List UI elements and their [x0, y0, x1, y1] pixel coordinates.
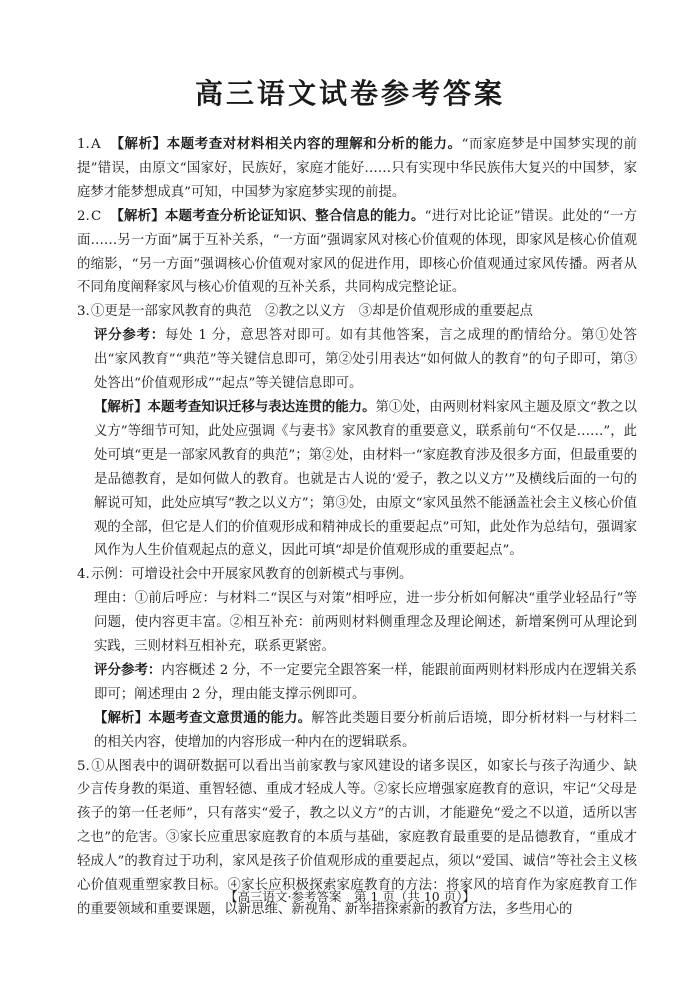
- page-title: 高三语文试卷参考答案: [194, 77, 505, 110]
- analysis-lead: 本题考查分析论证知识、整合信息的能力。: [164, 208, 425, 224]
- score-reference-4: [77, 659, 637, 707]
- answer-item-3: [77, 300, 637, 324]
- analysis-4: [77, 707, 637, 755]
- item-answer: C: [91, 208, 102, 224]
- analysis-lead: 本题考查文意贯通的能力。: [148, 710, 312, 726]
- reason-4: 理由：①前后呼应：与材料二“误区与对策”相呼应，进一步分析如何解决“重学业轻品行”等问题，使内容更丰富。②相互补充：前两则材料侧重理念及理论阐述，新增案例可从理论到实践，三则材料互相补充，联系更紧密。: [94, 591, 637, 655]
- item-number: 5.: [77, 758, 90, 774]
- analysis-lead: 本题考查知识迁移与表达连贯的能力。: [147, 399, 376, 415]
- analysis-body: 解答此类题目要分析前后语境，即分析材料一与材料二的相关内容，使增加的内容形成一种内在的逻辑联系。: [94, 710, 638, 750]
- score-text: 每处 1 分，意思答对即可。如有其他答案，言之成理的酌情给分。第①处答出“家风教育”“典范”等关键信息即可，第②处引用表达“如何做人的教育”的句子即可，第③处答出“价值观形成”“起点”等关键信息即可。: [94, 328, 637, 392]
- answer-content: [77, 133, 637, 922]
- analysis-tag: 【解析】: [94, 710, 149, 726]
- item-number: 3.: [77, 304, 90, 320]
- analysis-body: 第①处，由两则材料家风主题及原文“教之以义方”等细节可知，此处应强调《与妻书》家风教育的重要意义，联系前句“不仅是……”，此处可填“更是一部家风教育的典范”；第②处，由材料一“家庭教育涉及很多方面，但最重要的是品德教育，是如何做人的教育。也就是古人说的‘爱子，教之以义方’”及横线后面的一句的解说可知，此处应填写“教之以义方”；第③处，由原文“家风虽然不能涵盖社会主义核心价值观的全部，但它是人们的价值观形成和精神成长的重要起点”可知，此处作为总结句，强调家风作为人生价值观起点的意义，因此可填“却是价值观形成的重要起点”。: [94, 399, 637, 559]
- answer-item-2: [77, 205, 637, 301]
- page-footer: 【高三语文·参考答案 第 1 页（共 10 页）】: [225, 889, 475, 904]
- item-number: 1.: [77, 137, 90, 152]
- score-label: 评分参考：: [94, 328, 165, 344]
- analysis-tag: 【解析】: [110, 137, 167, 152]
- item-number: 4.: [77, 567, 90, 583]
- score-text: 内容概述 2 分，不一定要完全跟答案一样，能跟前面两则材料形成内在逻辑关系即可；阐述理由 2 分，理由能支撑示例即可。: [94, 662, 638, 702]
- analysis-tag: 【解析】: [110, 208, 165, 224]
- score-label: 评分参考：: [94, 662, 162, 678]
- score-reference-3: [77, 324, 637, 396]
- item-answer: ①更是一部家风教育的典范 ②教之以义方 ③却是价值观形成的重要起点: [91, 304, 533, 320]
- analysis-tag: 【解析】: [94, 399, 148, 415]
- analysis-3: [77, 396, 637, 563]
- item-text: ①从图表中的调研数据可以看出当前家教与家风建设的诸多误区，如家长与孩子沟通少、缺少言传身教的渠道、重智轻德、重成才轻成人等。②家长应增强家庭教育的意识，牢记“父母是孩子的第一任老师”，只有落实“爱子，教之以义方”的古训，才能避免“爱之不以道，适所以害之也”的危害。③家长应重思家庭教育的本质与基础，家庭教育最重要的是品德教育，“重成才轻成人”的教育过于功利，家风是孩子价值观形成的重要起点，须以“爱国、诚信”等社会主义核心价值观重塑家教目标。④家长应积极探索家庭教育的方法：将家风的培育作为家庭教育工作的重要领域和重要课题，以新思维、新视角、新举措探索新的教育方法，多些用心的: [77, 758, 637, 917]
- answer-item-4: [77, 563, 637, 587]
- analysis-body: “而家庭梦是中国梦实现的前提”错误，由原文“国家好，民族好，家庭才能好……只有实现中华民族伟大复兴的中国梦，家庭梦才能梦想成真”可知，中国梦为家庭梦实现的前提。: [77, 137, 638, 200]
- analysis-lead: 本题考查对材料相关内容的理解和分析的能力。: [166, 137, 462, 152]
- item-answer: A: [91, 137, 101, 152]
- analysis-body: “进行对比论证”错误。此处的“一方面……另一方面”属于互补关系，“一方面”强调家风对核心价值观的体现，即家风是核心价值观的缩影，“另一方面”强调核心价值观对家风的促进作用，即核心价值观通过家风传播。两者从不同角度阐释家风与核心价值观的互补关系，共同构成完整论证。: [77, 208, 638, 296]
- answer-item-1: [77, 133, 637, 205]
- item-number: 2.: [77, 208, 90, 224]
- item-example: 示例：可增设社会中开展家风教育的创新模式与事例。: [91, 567, 413, 583]
